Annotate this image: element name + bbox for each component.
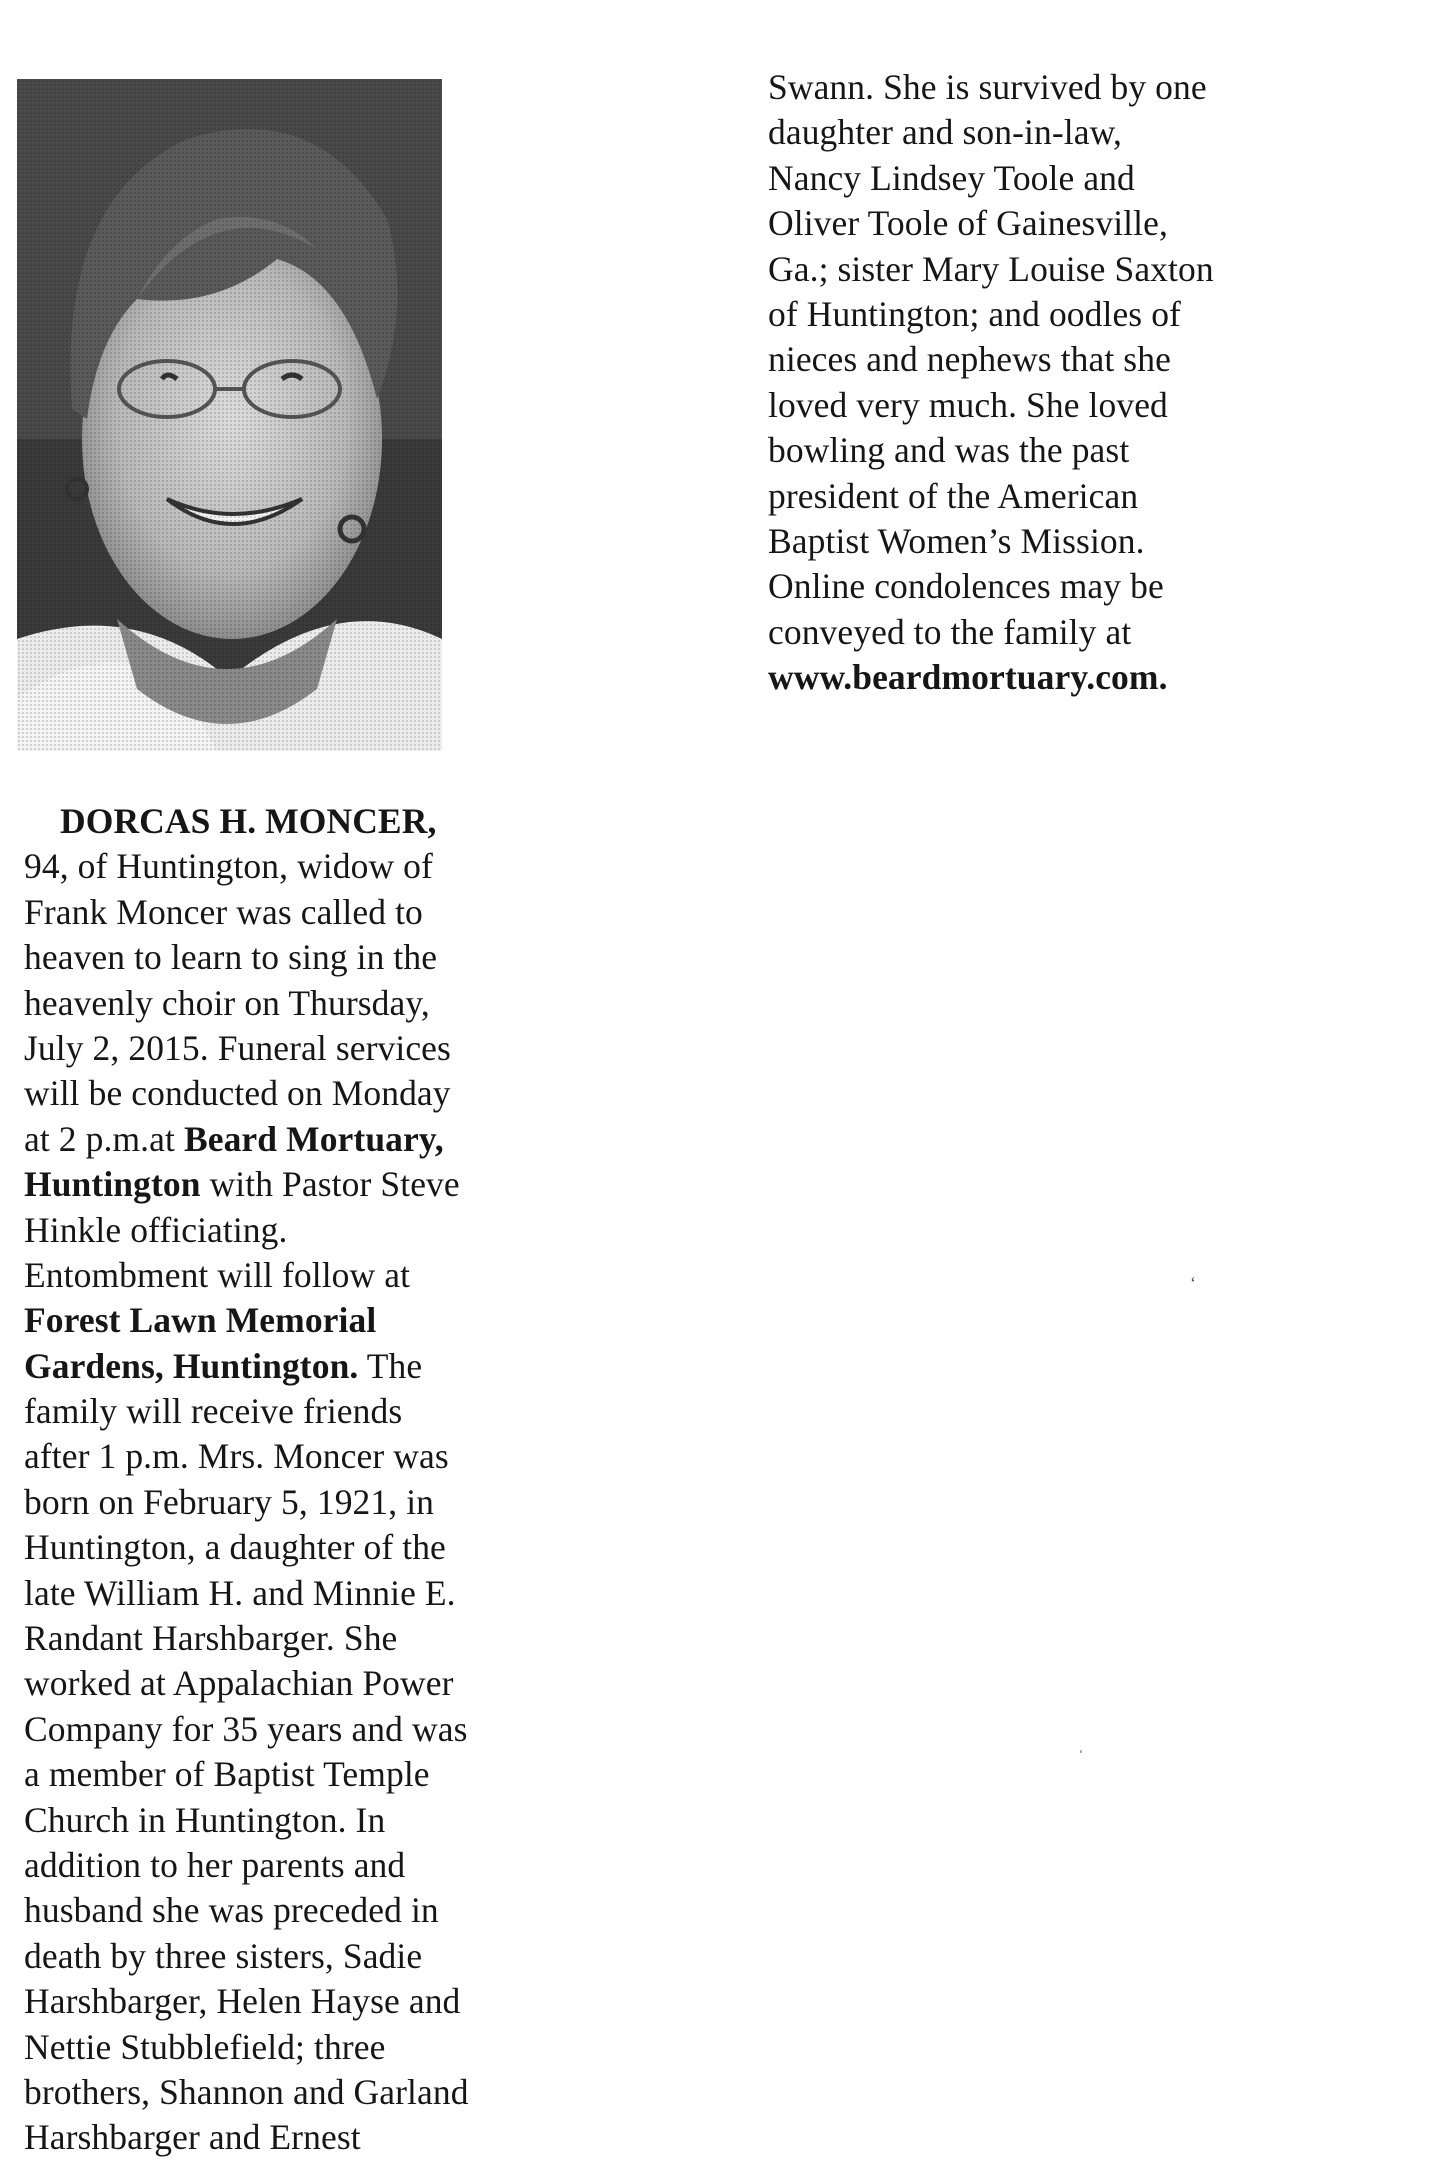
text-line: president of the American [768,475,1139,516]
text-segment: The [358,1345,423,1386]
text-line: family will receive friends [24,1391,403,1432]
text-line: heaven to learn to sing in the [24,937,438,978]
text-line [24,1162,544,1207]
text-line: addition to her parents and [24,1844,406,1885]
text-line: Online condolences may be [768,566,1164,607]
text-line: will be conducted on Monday [24,1073,451,1114]
text-line: July 2, 2015. Funeral services [24,1027,451,1068]
website-url: www.beardmortuary.com. [768,657,1168,698]
text-line: Randant Harshbarger. She [24,1618,398,1659]
text-line: Oliver Toole of Gainesville, [768,203,1168,244]
text-line: death by three sisters, Sadie [24,1935,423,1976]
text-line: Church in Huntington. In [24,1799,386,1840]
text-line: daughter and son-in-law, [768,112,1123,153]
text-line: a member of Baptist Temple [24,1754,430,1795]
text-line: Entombment will follow at [24,1254,411,1295]
scan-speck: ˌ [1078,1733,1084,1753]
text-line: Huntington, a daughter of the [24,1527,446,1568]
text-line: worked at Appalachian Power [24,1663,454,1704]
text-line: Company for 35 years and was [24,1708,468,1749]
text-line: Frank Moncer was called to [24,891,423,932]
text-segment: at 2 p.m.at [24,1118,184,1159]
text-line: loved very much. She loved [768,384,1168,425]
portrait-photo [17,79,442,751]
text-line: Hinkle officiating. [24,1209,288,1250]
portrait-image [17,79,442,751]
text-line: brothers, Shannon and Garland [24,2071,469,2112]
cemetery-location: Gardens, Huntington. [24,1345,359,1386]
text-line [24,1344,544,1389]
text-line [24,1117,544,1162]
obituary-column-right [768,65,1288,700]
text-line: bowling and was the past [768,430,1130,471]
cemetery-name: Forest Lawn Memorial [24,1300,377,1341]
text-line: of Huntington; and oodles of [768,293,1181,334]
funeral-home-city: Huntington [24,1164,201,1205]
text-line: after 1 p.m. Mrs. Moncer was [24,1436,449,1477]
funeral-home-name: Beard Mortuary, [183,1118,444,1159]
text-line: nieces and nephews that she [768,339,1171,380]
text-line: Baptist Women’s Mission. [768,520,1145,561]
deceased-name: DORCAS H. MONCER, [60,801,437,841]
text-line: Swann. She is survived by one [768,67,1207,107]
text-line: Harshbarger, Helen Hayse and [24,1981,461,2022]
obituary-column-left [24,799,544,2161]
text-line: Nancy Lindsey Toole and [768,157,1135,198]
text-segment: with Pastor Steve [200,1164,460,1205]
text-line: 94, of Huntington, widow of [24,846,433,887]
text-line: heavenly choir on Thursday, [24,982,430,1023]
text-line: conveyed to the family at [768,611,1132,652]
text-line: Nettie Stubblefield; three [24,2026,386,2067]
text-line: husband she was preceded in [24,1890,439,1931]
text-line: Ga.; sister Mary Louise Saxton [768,248,1214,289]
text-line: late William H. and Minnie E. [24,1572,456,1613]
scan-speck: ‘ [1190,1273,1196,1293]
text-line: born on February 5, 1921, in [24,1481,435,1522]
text-line: Harshbarger and Ernest [24,2117,361,2158]
